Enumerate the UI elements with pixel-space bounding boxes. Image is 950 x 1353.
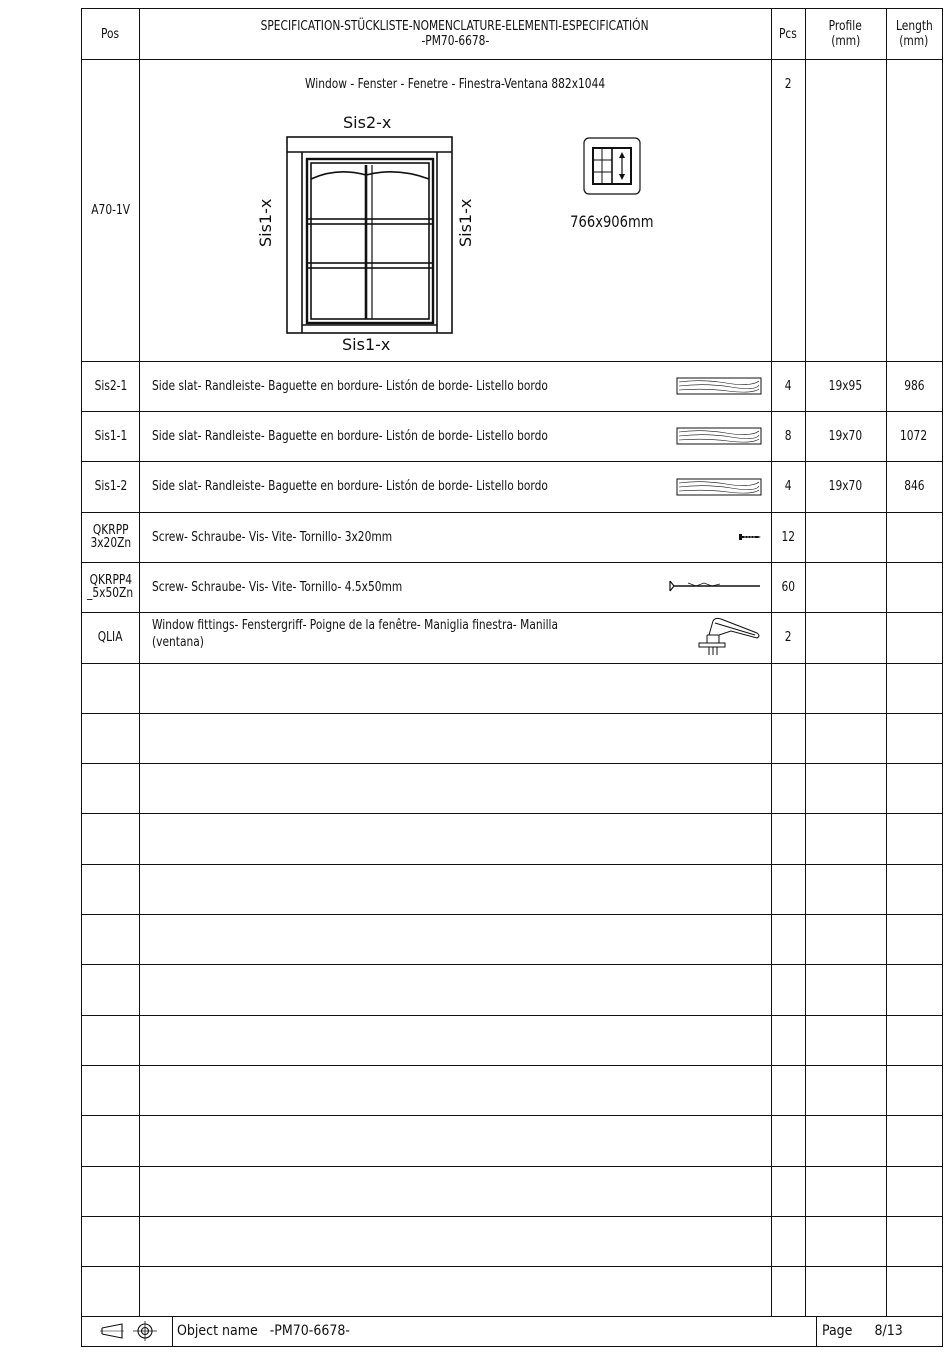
label-top-slat: Sis2-x (343, 113, 392, 132)
wooden-slat-icon (676, 478, 762, 496)
item-pos-line1: QKRPP (92, 523, 129, 538)
item-pcs: 8 (784, 428, 792, 444)
wooden-slat-icon (676, 377, 762, 395)
main-item-pcs: 2 (784, 76, 792, 92)
short-screw-icon (738, 531, 762, 543)
projection-symbol-icon (100, 1323, 124, 1339)
item-description-line1: Window fittings- Fenstergriff- Poigne de la fenêtre- Maniglia finestra- Manilla (152, 618, 559, 633)
object-name (177, 1316, 350, 1346)
item-pos: Sis1-1 (94, 428, 127, 444)
item-description: Screw- Schraube- Vis- Vite- Tornillo- 3x20mm (152, 529, 393, 545)
header-profile-label: Profile (828, 19, 863, 34)
crosshair-symbol-icon (133, 1321, 157, 1341)
item-pcs: 60 (781, 579, 795, 595)
main-item-description: Window - Fenster - Fenetre - Finestra-Ventana 882x1044 (304, 76, 606, 92)
item-pos: QLIA (98, 630, 123, 645)
item-pos: Sis1-2 (94, 479, 127, 494)
item-length: 846 (903, 479, 925, 494)
header-title (139, 9, 771, 59)
item-length (886, 562, 942, 612)
item-description: Side slat- Randleiste- Baguette en bordure- Listón de borde- Listello bordo (152, 428, 548, 444)
header-pcs: Pcs (779, 26, 797, 42)
header-length-unit: (mm) (899, 34, 929, 49)
item-pcs: 12 (781, 529, 795, 545)
item-profile (805, 612, 886, 663)
window-handle-icon (691, 615, 763, 659)
item-profile (805, 512, 886, 562)
item-length: 986 (903, 378, 925, 394)
main-item-pos: A70-1V (91, 202, 130, 218)
item-pos (82, 515, 139, 559)
header-length-label: Length (895, 19, 933, 34)
header-title-line2: -PM70-6678- (421, 34, 489, 49)
item-profile: 19x95 (828, 378, 863, 394)
label-right-slat: Sis1-x (456, 198, 475, 247)
object-name-value: -PM70-6678- (269, 1323, 350, 1339)
wooden-slat-icon (676, 427, 762, 445)
item-description-line2: (ventana) (152, 635, 204, 650)
object-name-label: Object name (177, 1323, 258, 1339)
item-description: Side slat- Randleiste- Baguette en bordure- Listón de borde- Listello bordo (152, 479, 548, 494)
item-profile (805, 562, 886, 612)
item-pos (82, 565, 139, 609)
item-pos: Sis2-1 (94, 378, 127, 394)
item-profile: 19x70 (828, 479, 863, 494)
item-profile: 19x70 (828, 428, 863, 444)
item-description (152, 617, 672, 659)
header-length (886, 9, 942, 59)
label-bottom-slat: Sis1-x (342, 335, 391, 354)
header-pos: Pos (101, 26, 120, 42)
page-number (822, 1316, 903, 1346)
page-label: Page (822, 1323, 853, 1339)
item-description: Screw- Schraube- Vis- Vite- Tornillo- 4.5x50mm (152, 579, 403, 595)
window-opening-icon (583, 137, 641, 195)
long-screw-icon (668, 579, 762, 593)
header-profile (805, 9, 886, 59)
item-pos-line1: QKRPP4 (89, 573, 132, 588)
main-item-dimension: 766x906mm (570, 211, 654, 231)
item-pos-line2: 3x20Zn (90, 536, 131, 551)
item-length: 1072 (900, 428, 928, 444)
item-pos-line2: _5x50Zn (87, 586, 134, 601)
item-pcs: 2 (784, 630, 792, 645)
label-left-slat: Sis1-x (256, 198, 275, 247)
header-title-line1: SPECIFICATION-STÜCKLISTE-NOMENCLATURE-ELEMENTI-ESPECIFICATIÓN (261, 19, 649, 34)
page-value: 8/13 (874, 1323, 903, 1339)
item-description: Side slat- Randleiste- Baguette en bordure- Listón de borde- Listello bordo (152, 378, 548, 394)
item-pcs: 4 (784, 479, 792, 494)
header-profile-unit: (mm) (830, 34, 861, 49)
specification-sheet (81, 8, 943, 1347)
item-pcs: 4 (784, 378, 792, 394)
item-length (886, 512, 942, 562)
item-length (886, 612, 942, 663)
